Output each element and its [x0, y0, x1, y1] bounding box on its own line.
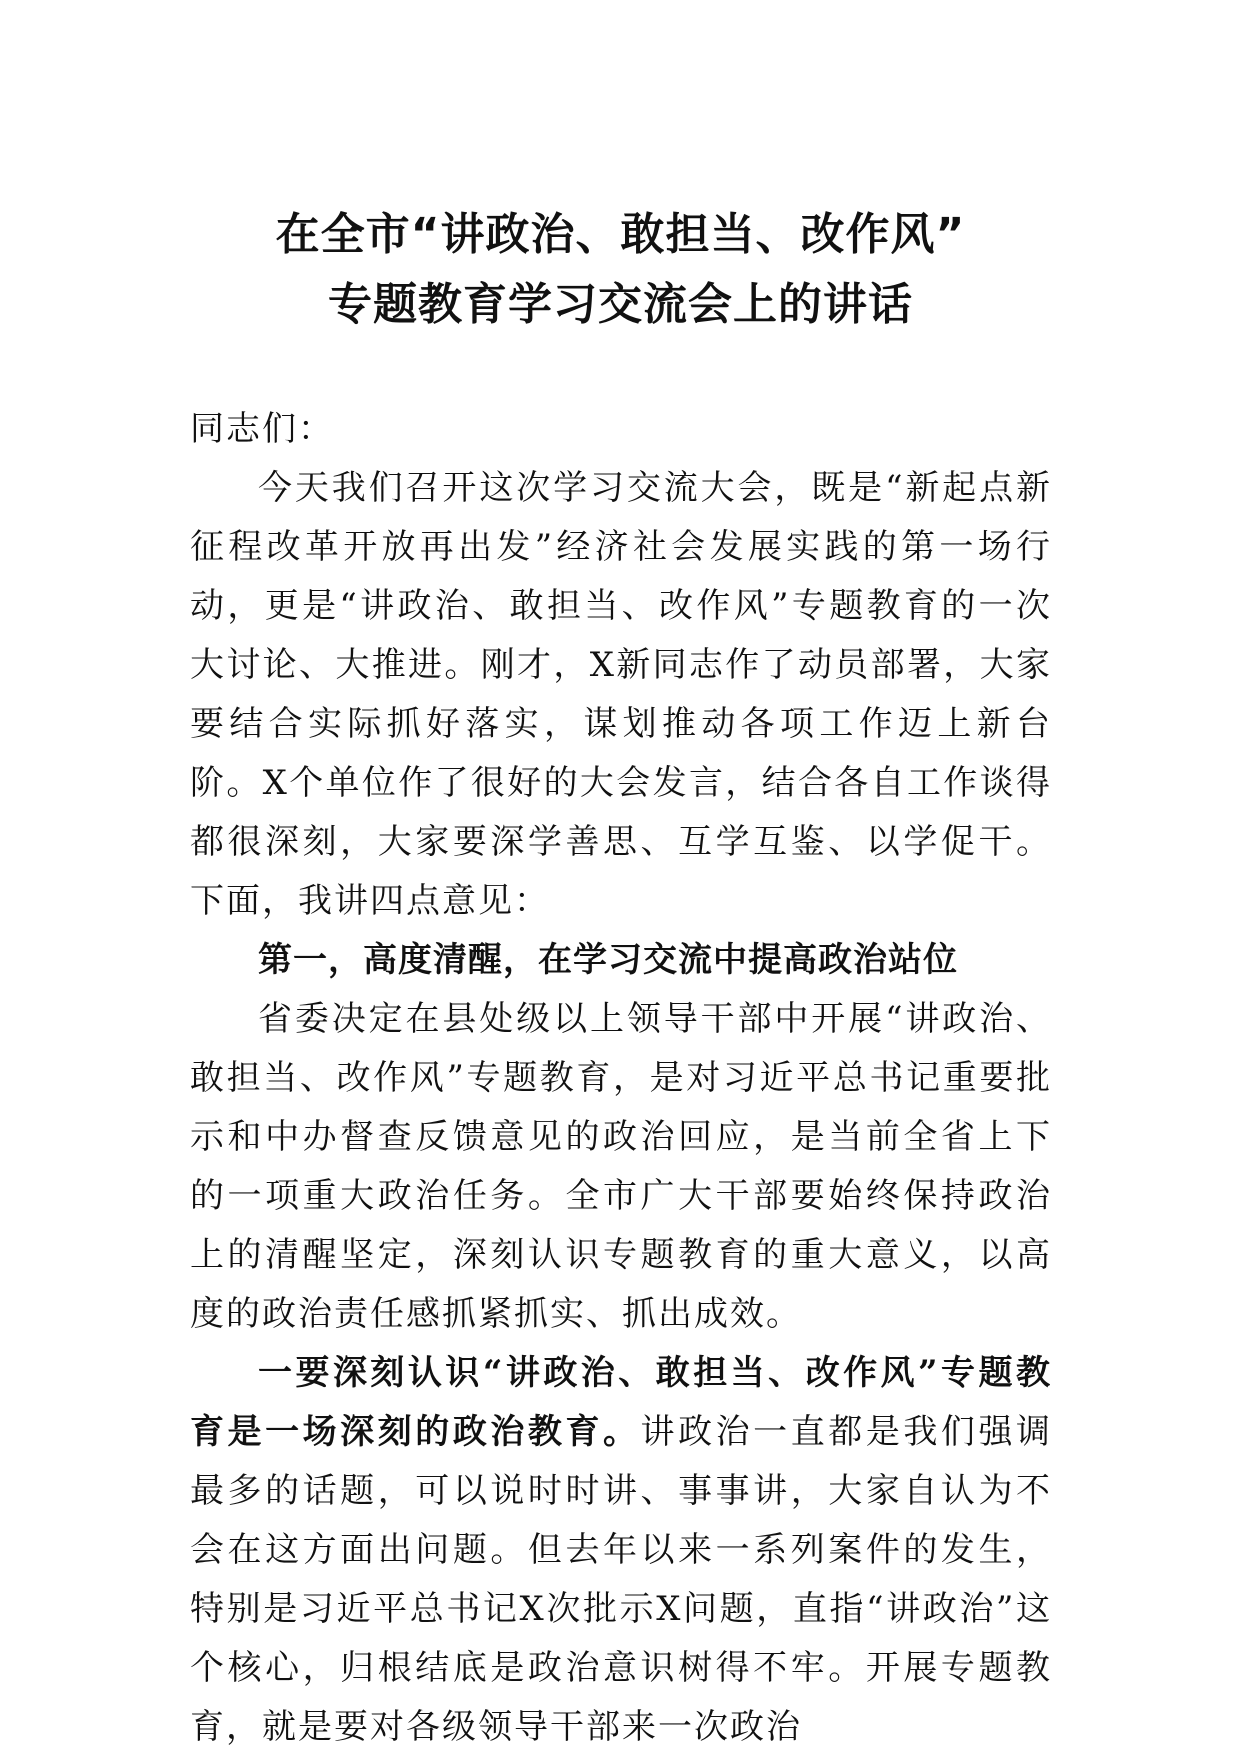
- section-heading-1: 第一，高度清醒，在学习交流中提高政治站位: [258, 940, 958, 980]
- point-1-lead: 一要深刻认识“讲政治、敢担当、改作风”专题教育是一场深刻的政治教育。: [190, 1353, 1052, 1452]
- paragraph-point-1: [190, 1344, 1052, 1757]
- title-line-2: 专题教育学习交流会上的讲话: [328, 279, 913, 330]
- point-1-text: 讲政治一直都是我们强调最多的话题，可以说时时讲、事事讲，大家自认为不会在这方面出问题。但去年以来一系列案件的发生，特别是习近平总书记X次批示X问题，直指“讲政治”这个核心，归根结底是政治意识树得不牢。开展专题教育，就是要对各级领导干部来一次政治: [190, 1412, 1053, 1747]
- salutation: 同志们：: [190, 409, 334, 449]
- title-line-1: 在全市“讲政治、敢担当、改作风”: [275, 209, 966, 260]
- document-title: [0, 200, 1241, 340]
- paragraph-section-1: 省委决定在县处级以上领导干部中开展“讲政治、敢担当、改作风”专题教育，是对习近平总书记重要批示和中办督查反馈意见的政治回应，是当前全省上下的一项重大政治任务。全市广大干部要始终保持政治上的清醒坚定，深刻认识专题教育的重大意义，以高度的政治责任感抓紧抓实、抓出成效。: [190, 999, 1052, 1334]
- paragraph-opening: 今天我们召开这次学习交流大会，既是“新起点新征程改革开放再出发”经济社会发展实践的第一场行动，更是“讲政治、敢担当、改作风”专题教育的一次大讨论、大推进。刚才，X新同志作了动员部署，大家要结合实际抓好落实，谋划推动各项工作迈上新台阶。X个单位作了很好的大会发言，结合各自工作谈得都很深刻，大家要深学善思、互学互鉴、以学促干。下面，我讲四点意见：: [190, 468, 1052, 921]
- document-body: [190, 400, 1052, 1757]
